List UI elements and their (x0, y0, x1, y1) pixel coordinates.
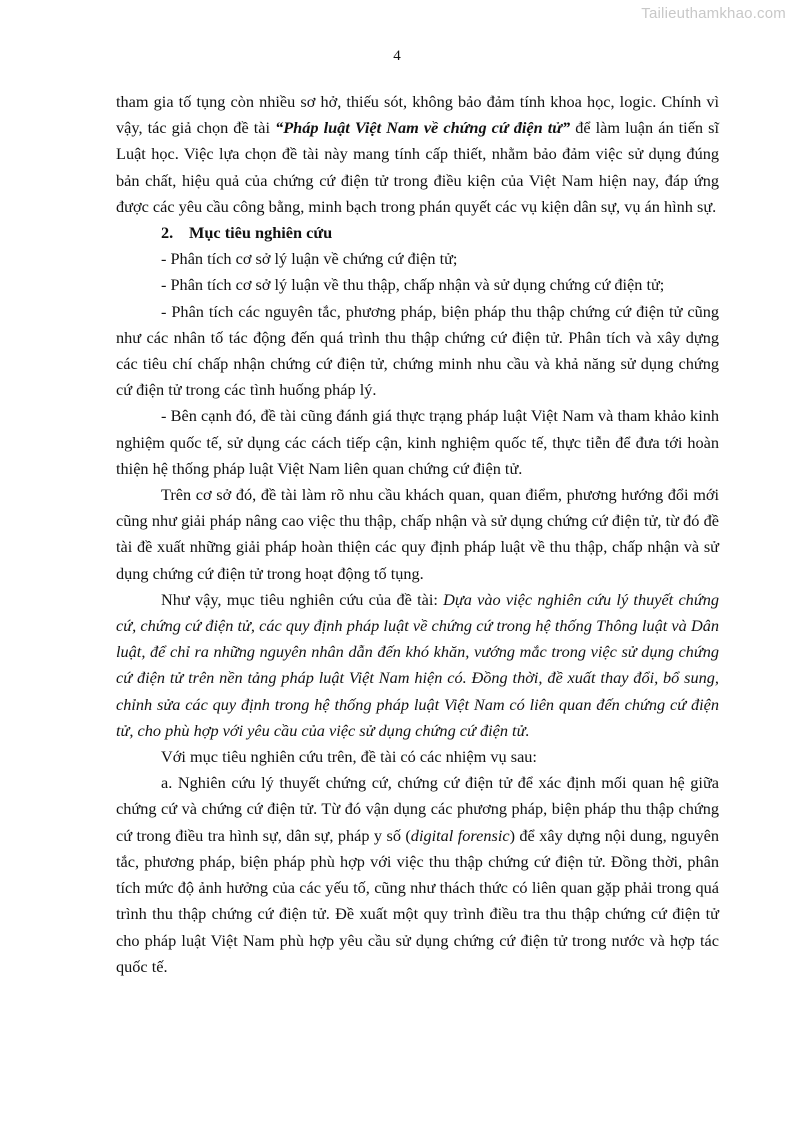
page-number: 4 (393, 48, 401, 64)
paragraph-intro (116, 89, 719, 220)
intro-text-end: để làm luận án tiến sĩ Luật học. Việc lựa chọn đề tài này mang tính cấp thiết, nhằm bảo đảm việc sử dụng đúng bản chất, hiệu quả của chứng cứ điện tử trong điều kiện của Việt Nam hiện nay, đáp ứng được các yêu cầu công bằng, minh bạch trong phán quyết các vụ kiện dân sự, vụ án hình sự. (116, 118, 720, 216)
objective-item: - Phân tích các nguyên tắc, phương pháp, biện pháp thu thập chứng cứ điện tử cũng như các nhân tố tác động đến quá trình thu thập chứng cứ điện tử. Phân tích và xây dựng các tiêu chí chấp nhận chứng cứ điện tử, chứng minh nhu cầu và khả năng sử dụng chứng cứ điện tử trong các tình huống pháp lý. (116, 301, 719, 400)
intro-text-start: tham gia tố tụng còn nhiều sơ hở, thiếu sót, không bảo đảm tính khoa học, logic. Chính vì vậy, tác giả chọn đề tài (116, 92, 719, 138)
task-a-term: digital forensic (410, 825, 510, 845)
objective-item: - Phân tích cơ sở lý luận về chứng cứ điện tử; (161, 249, 458, 269)
paragraph-goal (116, 587, 719, 744)
section-heading (116, 220, 719, 246)
section-title: Mục tiêu nghiên cứu (189, 223, 333, 243)
objective-item: - Bên cạnh đó, đề tài cũng đánh giá thực trạng pháp luật Việt Nam và tham khảo kinh nghiệm quốc tế, sử dụng các cách tiếp cận, kinh nghiệm quốc tế, thực tiễn để đưa tới hoàn thiện hệ thống pháp luật Việt Nam liên quan chứng cứ điện tử. (116, 406, 719, 478)
thesis-title: “Pháp luật Việt Nam về chứng cứ điện tử” (275, 118, 571, 138)
paragraph-task-a (116, 770, 719, 980)
task-a-start: a. Nghiên cứu lý thuyết chứng cứ, chứng cứ điện tử để xác định mối quan hệ giữa chứng cứ và chứng cứ điện tử. Từ đó vận dụng các phương pháp, biện pháp thu thập chứng cứ trong điều tra hình sự, dân sự, pháp y số ( (116, 773, 719, 845)
paragraph-basis: Trên cơ sở đó, đề tài làm rõ nhu cầu khách quan, quan điểm, phương hướng đổi mới cũng như giải pháp nâng cao việc thu thập, chấp nhận và sử dụng chứng cứ điện tử, từ đó đề tài đề xuất những giải pháp hoàn thiện các quy định pháp luật về thu thập, chấp nhận và sử dụng chứng cứ điện tử trong hoạt động tố tụng. (116, 485, 719, 583)
task-a-end: ) để xây dựng nội dung, nguyên tắc, phương pháp, biện pháp phù hợp với việc thu thập chứng cứ điện tử. Đồng thời, phân tích mức độ ảnh hưởng của các yếu tố, cũng như thách thức có liên quan gặp phải trong quá trình thu thập chứng cứ điện tử. Đề xuất một quy trình điều tra thu thập chứng cứ điện tử cho pháp luật Việt Nam phù hợp yêu cầu sử dụng chứng cứ điện tử trong nước và hợp tác quốc tế. (116, 825, 719, 976)
watermark: Tailieuthamkhao.com (641, 5, 786, 22)
goal-lead: Như vậy, mục tiêu nghiên cứu của đề tài: (161, 589, 444, 609)
document-body (116, 89, 719, 980)
objective-item: - Phân tích cơ sở lý luận về thu thập, chấp nhận và sử dụng chứng cứ điện tử; (161, 275, 665, 295)
section-number: 2. (161, 223, 174, 243)
goal-statement: Dựa vào việc nghiên cứu lý thuyết chứng cứ, chứng cứ điện tử, các quy định pháp luật về chứng cứ trong hệ thống Thông luật và Dân luật, để chỉ ra những nguyên nhân dẫn đến khó khăn, vướng mắc trong việc sử dụng chứng cứ điện tử trên nền tảng pháp luật Việt Nam hiện có. Đồng thời, đề xuất thay đổi, bổ sung, chỉnh sửa các quy định trong hệ thống pháp luật Việt Nam có liên quan đến chứng cứ điện tử, cho phù hợp với yêu cầu của việc sử dụng chứng cứ điện tử. (116, 589, 719, 740)
paragraph-tasks: Với mục tiêu nghiên cứu trên, đề tài có các nhiệm vụ sau: (161, 747, 537, 767)
